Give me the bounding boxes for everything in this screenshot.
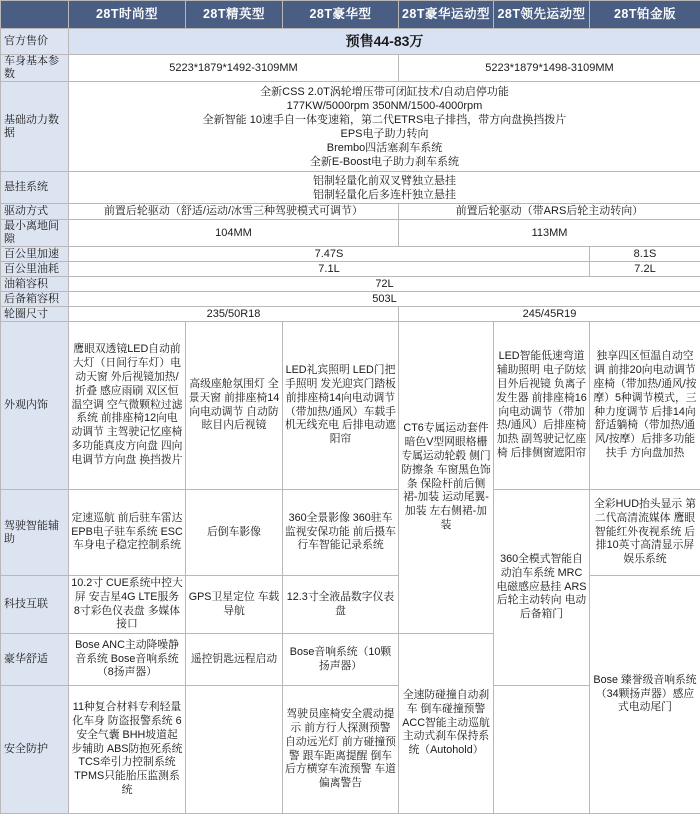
feature-cell: LED礼宾照明 LED门把手照明 发光迎宾门踏板 前排座椅14向电动调节（带加热/通风）车载手机无线充电 后排电动遮阳帘 bbox=[283, 322, 399, 490]
feature-cell: 10.2寸 CUE系统中控大屏 安吉星4G LTE服务 8寸彩色仪表盘 多媒体接口 bbox=[69, 576, 186, 634]
table-row bbox=[1, 29, 700, 55]
row-label: 轮圈尺寸 bbox=[1, 307, 69, 322]
row-label: 外观内饰 bbox=[1, 322, 69, 490]
row-label: 车身基本参数 bbox=[1, 55, 69, 82]
feature-cell: 12.3寸全液晶数字仪表盘 bbox=[283, 576, 399, 634]
row-label: 官方售价 bbox=[1, 29, 69, 55]
cell-value: 7.47S bbox=[69, 247, 590, 262]
cell-value: 前置后轮驱动（带ARS后轮主动转向） bbox=[399, 204, 700, 220]
feature-cell: 全彩HUD抬头显示 第二代高清流媒体 鹰眼智能红外夜视系统 后排10英寸高清显示屏娱乐系统 bbox=[590, 490, 700, 576]
cell-value: 72L bbox=[69, 277, 700, 292]
row-label: 驾驶智能辅助 bbox=[1, 490, 69, 576]
row-label: 豪华舒适 bbox=[1, 634, 69, 686]
table-row bbox=[1, 292, 700, 307]
trim-header: 28T时尚型 bbox=[69, 1, 186, 29]
power-list bbox=[69, 82, 700, 172]
table-row bbox=[1, 322, 700, 490]
row-label: 悬挂系统 bbox=[1, 172, 69, 204]
feature-cell: LED智能低速弯道辅助照明 电子防炫目外后视镜 负离子发生器 前排座椅16向电动调节（带加热/通风）后排座椅加热 副驾驶记忆座椅 后排侧窗遮阳帘 bbox=[494, 322, 590, 490]
header-row bbox=[1, 1, 700, 29]
table-row bbox=[1, 247, 700, 262]
feature-cell: 定速巡航 前后驻车雷达 EPB电子驻车系统 ESC车身电子稳定控制系统 bbox=[69, 490, 186, 576]
row-label: 最小离地间隙 bbox=[1, 220, 69, 247]
susp-list bbox=[69, 172, 700, 204]
feature-cell: 独享四区恒温自动空调 前排20向电动调节座椅（带加热/通风/按摩）5种调节模式，三种力度调节 后排14向舒适躺椅（带加热/通风/按摩）后排多功能扶手 方向盘加热 bbox=[590, 322, 700, 490]
cell-value: 104MM bbox=[69, 220, 399, 247]
power-line: 全新E-Boost电子助力刹车系统 bbox=[71, 155, 698, 169]
feature-cell: Bose音响系统（10颗扬声器） bbox=[283, 634, 399, 686]
cell-value: 8.1S bbox=[590, 247, 700, 262]
cell-value: 235/50R18 bbox=[69, 307, 399, 322]
cell-value: 7.1L bbox=[69, 262, 590, 277]
feature-cell: Bose ANC主动降噪静音系统 Bose音响系统（8扬声器） bbox=[69, 634, 186, 686]
trim-header: 28T豪华型 bbox=[283, 1, 399, 29]
row-label: 驱动方式 bbox=[1, 204, 69, 220]
feature-cell: 360全景影像 360驻车监视安保功能 前后摄车行车智能记录系统 bbox=[283, 490, 399, 576]
cell-value: 7.2L bbox=[590, 262, 700, 277]
table-row bbox=[1, 307, 700, 322]
table-row bbox=[1, 55, 700, 82]
table-row bbox=[1, 490, 700, 576]
feature-cell: CT6专属运动套件 暗色V型网眼格栅 专属运动轮毂 侧门防擦条 车窗黑色饰条 保险杆前后侧裙-加装 运动尾翼-加装 左右侧裙-加装 bbox=[399, 322, 494, 634]
cell-value: 5223*1879*1498-3109MM bbox=[399, 55, 700, 82]
table-row bbox=[1, 172, 700, 204]
susp-line: 铝制轻量化前双叉臂独立悬挂 bbox=[71, 174, 698, 188]
row-label: 基础动力数据 bbox=[1, 82, 69, 172]
table-row bbox=[1, 220, 700, 247]
power-line: 全新CSS 2.0T涡轮增压带可闭缸技术/自动启停功能 bbox=[71, 85, 698, 99]
feature-cell: 驾驶员座椅安全震动提示 前方行人探测预警 自动远光灯 前方碰撞预警 跟车距离提醒 倒车后方横穿车流预警 车道偏离警告 bbox=[283, 686, 399, 814]
susp-line: 铝制轻量化后多连杆独立悬挂 bbox=[71, 188, 698, 202]
trim-header: 28T精英型 bbox=[186, 1, 283, 29]
power-line: Brembo四活塞刹车系统 bbox=[71, 141, 698, 155]
table-row bbox=[1, 204, 700, 220]
feature-cell: 360全模式智能自动泊车系统 MRC电磁感应悬挂 ARS后轮主动转向 电动后备箱门 bbox=[494, 490, 590, 686]
feature-cell: 高级座舱氛围灯 全景天窗 前排座椅14向电动调节 自动防眩目内后视镜 bbox=[186, 322, 283, 490]
row-label: 科技互联 bbox=[1, 576, 69, 634]
feature-cell: GPS卫星定位 车载导航 bbox=[186, 576, 283, 634]
power-line: 177KW/5000rpm 350NM/1500-4000rpm bbox=[71, 99, 698, 113]
feature-cell bbox=[186, 686, 283, 814]
cell-value: 前置后轮驱动（舒适/运动/冰雪三种驾驶模式可调节） bbox=[69, 204, 399, 220]
power-line: EPS电子助力转向 bbox=[71, 127, 698, 141]
trim-header: 28T领先运动型 bbox=[494, 1, 590, 29]
power-line: 全新智能 10速手自一体变速箱，第二代ETRS电子排挡，带方向盘换挡拨片 bbox=[71, 113, 698, 127]
trim-header: 28T豪华运动型 bbox=[399, 1, 494, 29]
cell-value: 5223*1879*1492-3109MM bbox=[69, 55, 399, 82]
table-row bbox=[1, 576, 700, 634]
header-corner bbox=[1, 1, 69, 29]
row-label: 后备箱容积 bbox=[1, 292, 69, 307]
feature-cell: 遥控钥匙远程启动 bbox=[186, 634, 283, 686]
feature-cell: 鹰眼双透镜LED自动前大灯（日间行车灯）电动天窗 外后视镜加热/折叠 感应雨刷 双区恒温空调 空气微颗粒过滤系统 前排座椅12向电动调节 主驾驶记忆座椅 多功能真皮方向盘 四向电调节方向盘 换挡拨片 bbox=[69, 322, 186, 490]
cell-value: 113MM bbox=[399, 220, 700, 247]
row-label: 油箱容积 bbox=[1, 277, 69, 292]
feature-cell bbox=[494, 686, 590, 814]
trim-header: 28T铂金版 bbox=[590, 1, 700, 29]
table-row bbox=[1, 277, 700, 292]
row-label: 百公里油耗 bbox=[1, 262, 69, 277]
table-row bbox=[1, 262, 700, 277]
feature-cell: 全速防碰撞自动刹车 倒车碰撞预警 ACC智能主动巡航 主动式刹车保持系统（Autohold） bbox=[399, 634, 494, 814]
price-value: 预售44-83万 bbox=[69, 29, 700, 55]
feature-cell: 11种复合材料专利轻量化车身 防盗报警系统 6安全气囊 BHH坡道起步辅助 ABS防抱死系统 TCS牵引力控制系统 TPMS只能胎压监测系统 bbox=[69, 686, 186, 814]
feature-cell: 后倒车影像 bbox=[186, 490, 283, 576]
cell-value: 245/45R19 bbox=[399, 307, 700, 322]
table-row bbox=[1, 82, 700, 172]
row-label: 百公里加速 bbox=[1, 247, 69, 262]
row-label: 安全防护 bbox=[1, 686, 69, 814]
feature-cell: Bose 臻誉级音响系统（34颗扬声器）感应式电动尾门 bbox=[590, 576, 700, 814]
cell-value: 503L bbox=[69, 292, 700, 307]
